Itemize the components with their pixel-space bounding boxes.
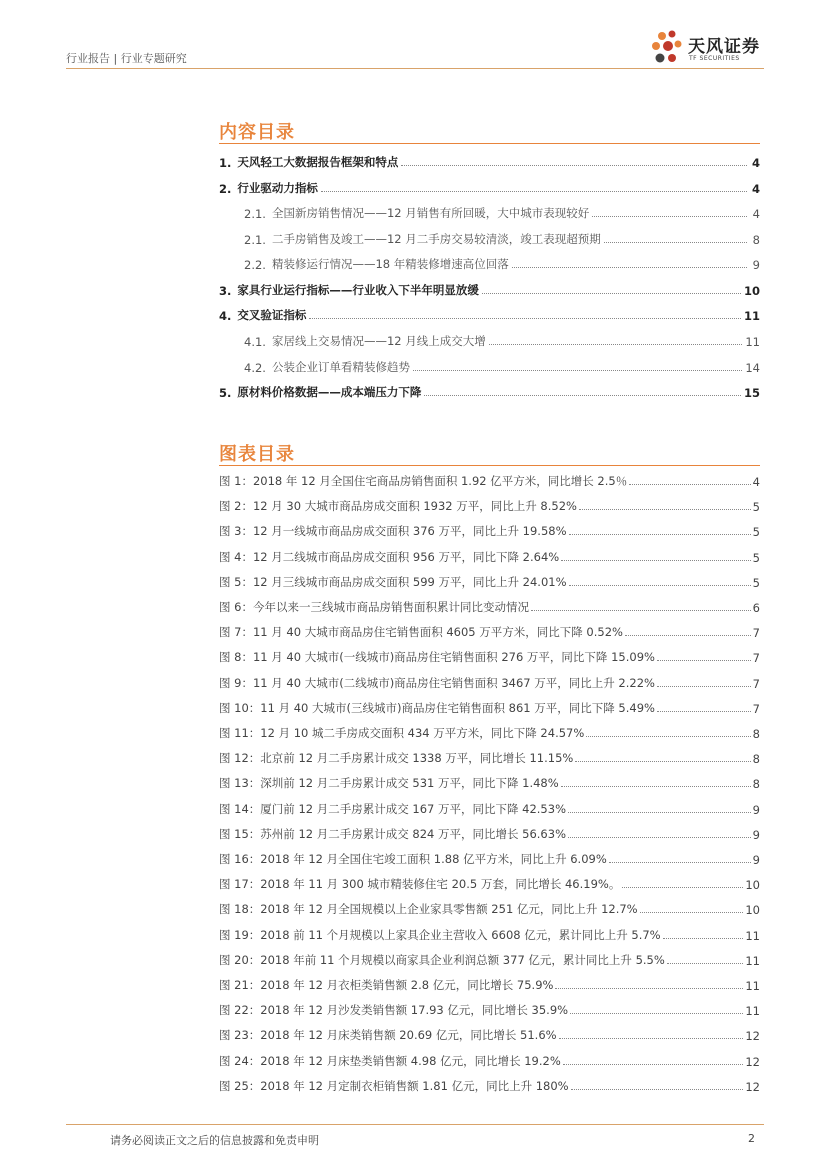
- dot-leader: [604, 242, 747, 243]
- toc-item-text: 全国新房销售情况——12 月销售有所回暖，大中城市表现较好: [271, 206, 590, 220]
- figure-item[interactable]: [219, 950, 760, 968]
- toc-item[interactable]: [219, 382, 760, 400]
- figure-item[interactable]: [219, 1000, 760, 1018]
- figure-item-page: 11: [745, 929, 760, 943]
- toc-item-text: 交叉验证指标: [237, 308, 307, 322]
- figure-item[interactable]: [219, 597, 760, 615]
- dot-leader: [561, 560, 750, 561]
- dot-leader: [413, 370, 742, 371]
- toc-item-page: 11: [745, 335, 760, 349]
- figure-item-text: 图 4：12 月二线城市商品房成交面积 956 万平，同比下降 2.64%: [219, 550, 560, 564]
- figure-item[interactable]: [219, 975, 760, 993]
- dot-leader: [568, 837, 751, 838]
- toc-title: 内容目录: [219, 122, 295, 143]
- dot-leader: [568, 812, 751, 813]
- dot-leader: [579, 509, 751, 510]
- toc-item-page: 4: [751, 156, 760, 170]
- figure-item-page: 4: [752, 475, 760, 489]
- figure-item[interactable]: [219, 547, 760, 565]
- figure-item-page: 7: [752, 677, 760, 691]
- figure-item[interactable]: [219, 723, 760, 741]
- figure-item[interactable]: [219, 521, 760, 539]
- figure-item-text: 图 24：2018 年 12 月床垫类销售额 4.98 亿元，同比增长 19.2%: [219, 1054, 561, 1068]
- figure-item-text: 图 5：12 月三线城市商品房成交面积 599 万平，同比上升 24.01%: [219, 575, 567, 589]
- toc-item-page: 14: [745, 361, 760, 375]
- dot-leader: [559, 1038, 744, 1039]
- dot-leader: [586, 736, 750, 737]
- toc-item-text: 天风轻工大数据报告框架和特点: [237, 155, 399, 169]
- figure-item-page: 9: [752, 803, 760, 817]
- page-header: [0, 0, 827, 75]
- figure-item-text: 图 8：11 月 40 大城市(一线城市)商品房住宅销售面积 276 万平，同比下降 15.09%: [219, 650, 655, 664]
- logo-name-cn: 天风证券: [688, 37, 760, 57]
- figure-item-text: 图 2：12 月 30 大城市商品房成交面积 1932 万平，同比上升 8.52%: [219, 499, 577, 513]
- toc-item[interactable]: [244, 357, 760, 375]
- dot-leader: [667, 963, 744, 964]
- figure-item[interactable]: [219, 799, 760, 817]
- figure-item-page: 7: [752, 626, 760, 640]
- toc-item-number: 2.1.: [244, 207, 266, 221]
- figure-item[interactable]: [219, 1051, 760, 1069]
- dot-leader: [663, 938, 744, 939]
- figure-item-text: 图 6：今年以来一三线城市商品房销售面积累计同比变动情况: [219, 600, 529, 614]
- figure-item[interactable]: [219, 773, 760, 791]
- figure-item-text: 图 9：11 月 40 大城市(二线城市)商品房住宅销售面积 3467 万平，同比上升 2.22%: [219, 676, 655, 690]
- figure-item-page: 8: [752, 727, 760, 741]
- footer-divider: [66, 1124, 764, 1125]
- figure-item-page: 5: [752, 551, 760, 565]
- dot-leader: [321, 191, 747, 192]
- figure-item-text: 图 21：2018 年 12 月衣柜类销售额 2.8 亿元，同比增长 75.9%: [219, 978, 554, 992]
- figure-item[interactable]: [219, 1025, 760, 1043]
- figure-item-text: 图 23：2018 年 12 月床类销售额 20.69 亿元，同比增长 51.6%: [219, 1028, 557, 1042]
- toc-item-page: 4: [752, 207, 760, 221]
- figure-item[interactable]: [219, 925, 760, 943]
- figure-item-page: 11: [745, 1004, 760, 1018]
- figure-item-page: 9: [752, 853, 760, 867]
- dot-leader: [640, 912, 744, 913]
- dot-leader: [629, 484, 750, 485]
- header-divider: [66, 68, 764, 69]
- figure-item-page: 5: [752, 576, 760, 590]
- figures-title: 图表目录: [219, 444, 295, 465]
- figure-item-page: 9: [752, 828, 760, 842]
- dot-leader: [512, 267, 747, 268]
- figure-item[interactable]: [219, 698, 760, 716]
- figure-item[interactable]: [219, 899, 760, 917]
- figure-item-page: 11: [745, 954, 760, 968]
- figure-item[interactable]: [219, 673, 760, 691]
- toc-item-number: 1.: [219, 156, 232, 170]
- dot-leader: [657, 686, 751, 687]
- dot-leader: [561, 786, 751, 787]
- toc-item[interactable]: [219, 178, 760, 196]
- toc-item-text: 家具行业运行指标——行业收入下半年明显放缓: [237, 283, 479, 297]
- toc-item[interactable]: [219, 305, 760, 323]
- figure-item-page: 11: [745, 979, 760, 993]
- toc-item-number: 4.: [219, 309, 232, 323]
- dot-leader: [531, 610, 751, 611]
- dot-leader: [489, 344, 743, 345]
- figure-item-text: 图 10：11 月 40 大城市(三线城市)商品房住宅销售面积 861 万平，同比下降 5.49%: [219, 701, 655, 715]
- figure-item-text: 图 25：2018 年 12 月定制衣柜销售额 1.81 亿元，同比上升 180%: [219, 1079, 569, 1093]
- dot-leader: [571, 1089, 744, 1090]
- toc-item-number: 4.2.: [244, 361, 266, 375]
- figure-item[interactable]: [219, 496, 760, 514]
- company-logo: [650, 28, 770, 68]
- dot-leader: [555, 988, 743, 989]
- toc-item-page: 4: [751, 182, 760, 196]
- toc-item-number: 2.2.: [244, 258, 266, 272]
- toc-item[interactable]: [219, 152, 760, 170]
- figure-item[interactable]: [219, 622, 760, 640]
- figure-item-page: 7: [752, 702, 760, 716]
- figure-item[interactable]: [219, 647, 760, 665]
- figure-item-text: 图 16：2018 年 12 月全国住宅竣工面积 1.88 亿平方米，同比上升 6.09%: [219, 852, 607, 866]
- figure-item[interactable]: [219, 874, 760, 892]
- figure-item[interactable]: [219, 1076, 760, 1094]
- toc-item[interactable]: [244, 254, 760, 272]
- dot-leader: [625, 635, 751, 636]
- toc-item-page: 15: [743, 386, 760, 400]
- figure-item-page: 5: [752, 500, 760, 514]
- logo-name-en: TF SECURITIES: [689, 55, 740, 62]
- figure-item-page: 10: [745, 903, 760, 917]
- dot-leader: [569, 534, 751, 535]
- toc-item-page: 11: [743, 309, 760, 323]
- dot-leader: [569, 585, 751, 586]
- dot-leader: [609, 862, 751, 863]
- figure-item-text: 图 14：厦门前 12 月二手房累计成交 167 万平，同比下降 42.53%: [219, 802, 566, 816]
- figure-item-text: 图 3：12 月一线城市商品房成交面积 376 万平，同比上升 19.58%: [219, 524, 567, 538]
- figure-item-text: 图 22：2018 年 12 月沙发类销售额 17.93 亿元，同比增长 35.9%: [219, 1003, 569, 1017]
- figure-item-page: 12: [745, 1080, 760, 1094]
- figure-item-text: 图 17：2018 年 11 月 300 城市精装修住宅 20.5 万套，同比增长 46.19%。: [219, 877, 621, 891]
- toc-item-number: 4.1.: [244, 335, 266, 349]
- footer-disclaimer: 请务必阅读正文之后的信息披露和免责申明: [110, 1134, 319, 1147]
- dot-leader: [401, 165, 747, 166]
- toc-item-text: 原材料价格数据——成本端压力下降: [237, 385, 422, 399]
- toc-item-page: 8: [752, 233, 760, 247]
- figure-item-page: 8: [752, 777, 760, 791]
- dot-leader: [570, 1013, 743, 1014]
- toc-item-number: 3.: [219, 284, 232, 298]
- dot-leader: [424, 395, 741, 396]
- figure-item-text: 图 1：2018 年 12 月全国住宅商品房销售面积 1.92 亿平方米，同比增长 2.5％: [219, 474, 628, 488]
- toc-item-page: 9: [752, 258, 760, 272]
- figure-item-text: 图 13：深圳前 12 月二手房累计成交 531 万平，同比下降 1.48%: [219, 776, 559, 790]
- toc-item-number: 2.1.: [244, 233, 266, 247]
- figure-item-page: 12: [745, 1029, 760, 1043]
- figure-item-text: 图 12：北京前 12 月二手房累计成交 1338 万平，同比增长 11.15%: [219, 751, 574, 765]
- dot-leader: [482, 293, 741, 294]
- figure-item[interactable]: [219, 471, 760, 489]
- dot-leader: [657, 660, 751, 661]
- toc-item-number: 2.: [219, 182, 232, 196]
- figure-item-text: 图 15：苏州前 12 月二手房累计成交 824 万平，同比增长 56.63%: [219, 827, 566, 841]
- toc-item-text: 公装企业订单看精装修趋势: [271, 360, 410, 374]
- toc-item[interactable]: [219, 280, 760, 298]
- toc-item-text: 家居线上交易情况——12 月线上成交大增: [271, 334, 486, 348]
- dot-leader: [592, 216, 747, 217]
- figure-item-page: 10: [745, 878, 760, 892]
- figure-item-text: 图 20：2018 年前 11 个月规模以商家具企业利润总额 377 亿元，累计同比上升 5.5%: [219, 953, 665, 967]
- figure-item-page: 12: [745, 1055, 760, 1069]
- report-category: 行业报告 | 行业专题研究: [66, 52, 187, 65]
- logo-flower-icon: [650, 28, 686, 68]
- figure-item-page: 7: [752, 651, 760, 665]
- figure-item-text: 图 19：2018 前 11 个月规模以上家具企业主营收入 6608 亿元，累计同比上升 5.7%: [219, 928, 661, 942]
- dot-leader: [657, 711, 751, 712]
- figure-item-page: 8: [752, 752, 760, 766]
- toc-title-rule: [219, 143, 760, 144]
- toc-item[interactable]: [244, 331, 760, 349]
- toc-item-number: 5.: [219, 386, 232, 400]
- figure-item-text: 图 11：12 月 10 城二手房成交面积 434 万平方米，同比下降 24.57%: [219, 726, 585, 740]
- dot-leader: [563, 1064, 744, 1065]
- figure-item[interactable]: [219, 849, 760, 867]
- toc-item[interactable]: [244, 229, 760, 247]
- figures-title-rule: [219, 465, 760, 466]
- figure-item-page: 6: [752, 601, 760, 615]
- dot-leader: [622, 887, 743, 888]
- figure-item-text: 图 7：11 月 40 大城市商品房住宅销售面积 4605 万平方米，同比下降 0.52%: [219, 625, 623, 639]
- toc-item-text: 二手房销售及竣工——12 月二手房交易较清淡，竣工表现超预期: [271, 232, 601, 246]
- figure-item-text: 图 18：2018 年 12 月全国规模以上企业家具零售额 251 亿元，同比上升 12.7%: [219, 902, 638, 916]
- toc-item[interactable]: [244, 203, 760, 221]
- figure-item-page: 5: [752, 525, 760, 539]
- toc-item-text: 行业驱动力指标: [237, 181, 318, 195]
- dot-leader: [309, 318, 741, 319]
- figure-item[interactable]: [219, 748, 760, 766]
- dot-leader: [575, 761, 750, 762]
- toc-item-text: 精装修运行情况——18 年精装修增速高位回落: [271, 257, 509, 271]
- page-number: 2: [748, 1132, 755, 1145]
- toc-item-page: 10: [743, 284, 760, 298]
- figure-item[interactable]: [219, 824, 760, 842]
- figure-item[interactable]: [219, 572, 760, 590]
